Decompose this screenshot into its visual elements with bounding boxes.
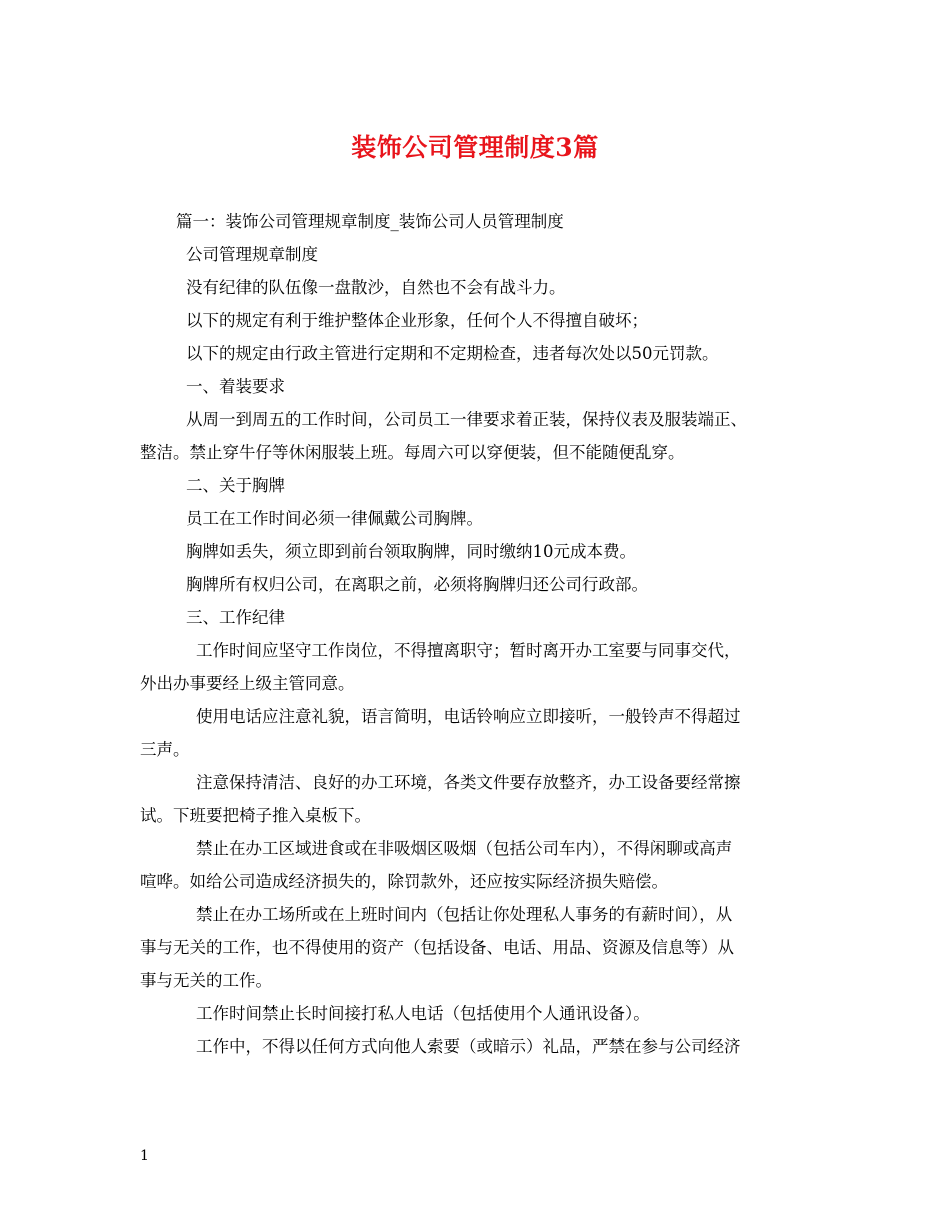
paragraph-line: 工作中，不得以任何方式向他人索要（或暗示）礼品，严禁在参与公司经济 xyxy=(196,1037,741,1056)
paragraph-line: 整洁。禁止穿牛仔等休闲服装上班。每周六可以穿便装，但不能随便乱穿。 xyxy=(140,443,685,462)
paragraph-line: 禁止在办工区域进食或在非吸烟区吸烟（包括公司车内），不得闲聊或高声 xyxy=(196,839,733,858)
paragraph-line: 以下的规定由行政主管进行定期和不定期检查，违者每次处以50元罚款。 xyxy=(186,344,719,363)
paragraph-line: 胸牌所有权归公司，在离职之前，必须将胸牌归还公司行政部。 xyxy=(186,575,648,594)
paragraph-line: 试。下班要把椅子推入桌板下。 xyxy=(140,806,371,825)
paragraph-line: 使用电话应注意礼貌，语言简明，电话铃响应立即接听，一般铃声不得超过 xyxy=(196,707,741,726)
paragraph-line: 事与无关的工作，也不得使用的资产（包括设备、电话、用品、资源及信息等）从 xyxy=(140,938,734,957)
page-number: 1 xyxy=(140,1148,149,1164)
paragraph-line: 员工在工作时间必须一律佩戴公司胸牌。 xyxy=(186,509,483,528)
paragraph-line: 三声。 xyxy=(140,740,190,759)
paragraph-line: 喧哗。如给公司造成经济损失的，除罚款外，还应按实际经济损失赔偿。 xyxy=(140,872,668,891)
section-heading-part1: 篇一：装饰公司管理规章制度_装饰公司人员管理制度 xyxy=(176,212,564,231)
section-heading: 一、着装要求 xyxy=(186,377,285,396)
paragraph-line: 公司管理规章制度 xyxy=(186,245,318,264)
paragraph-line: 工作时间应坚守工作岗位，不得擅离职守；暂时离开办工室要与同事交代， xyxy=(196,641,741,660)
paragraph-line: 禁止在办工场所或在上班时间内（包括让你处理私人事务的有薪时间），从 xyxy=(196,905,733,924)
paragraph-line: 注意保持清洁、良好的办工环境，各类文件要存放整齐，办工设备要经常擦 xyxy=(196,773,741,792)
section-heading: 二、关于胸牌 xyxy=(186,476,285,495)
document-body xyxy=(140,205,820,1063)
paragraph-line: 胸牌如丢失，须立即到前台领取胸牌，同时缴纳10元成本费。 xyxy=(186,542,636,561)
document-title: 装饰公司管理制度3篇 xyxy=(351,133,599,162)
paragraph-line: 没有纪律的队伍像一盘散沙，自然也不会有战斗力。 xyxy=(186,278,566,297)
section-heading: 三、工作纪律 xyxy=(186,608,285,627)
paragraph-line: 外出办事要经上级主管同意。 xyxy=(140,674,355,693)
paragraph-line: 从周一到周五的工作时间，公司员工一律要求着正装，保持仪表及服装端正、 xyxy=(186,410,747,429)
paragraph-line: 以下的规定有利于维护整体企业形象，任何个人不得擅自破坏； xyxy=(186,311,648,330)
paragraph-line: 事与无关的工作。 xyxy=(140,971,272,990)
paragraph-line: 工作时间禁止长时间接打私人电话（包括使用个人通讯设备）。 xyxy=(196,1004,650,1023)
